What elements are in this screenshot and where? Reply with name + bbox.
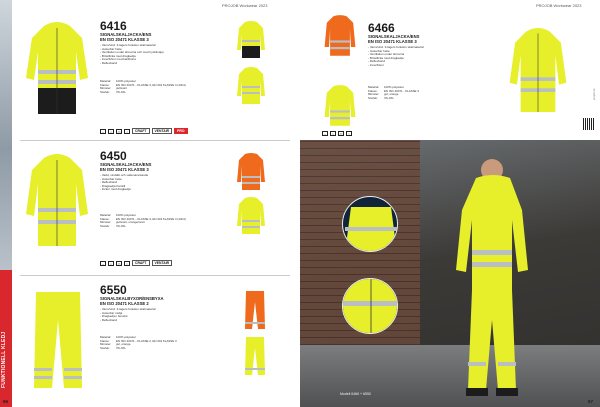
- page-number-right: 67: [588, 399, 594, 404]
- product-thumb-6550-orange: [244, 290, 266, 335]
- product-image-6550: [30, 290, 86, 395]
- bullet: - Vann/vind. 3-lagers funktion skalmaterial: [368, 45, 424, 49]
- bullet: - Vadd, vindtätt och vattenavvisande: [100, 173, 149, 177]
- product-title-6450: SIGNALSKALJACKA/ENS EN ISO 20471 KLASSE 3: [100, 162, 152, 172]
- spec-key: Klasse:: [100, 82, 110, 87]
- spec-value: EN ISO 20471 - KLASSE 2, EN 343 KLASSE 3: [116, 338, 177, 343]
- dry-icon: ○: [346, 131, 352, 136]
- spec-value: gul/svart: [116, 86, 127, 90]
- bullet: - Ventilation under ärmarna: [368, 52, 405, 57]
- bullet: - Justerbar hette: [368, 48, 390, 53]
- logo-craft: CRAFT: [132, 128, 150, 134]
- spec-value: XS-4XL: [384, 95, 394, 100]
- iron-icon: ▭: [339, 132, 343, 136]
- iron-icon: ▭: [117, 261, 121, 266]
- model-figure: [450, 150, 540, 400]
- iron-icon: ▭: [117, 129, 121, 134]
- spec-key: Material:: [100, 213, 112, 217]
- spec-key: Mönster:: [100, 220, 112, 224]
- care-icons-6416: [100, 128, 188, 134]
- product-title-6466: SIGNALSKALJACKA/ENS EN ISO 20471 KLASSE 3: [368, 34, 420, 44]
- bullet: - Fickor med dragkedja: [100, 187, 131, 192]
- bleach-icon: △: [109, 261, 113, 266]
- logo-craft: CRAFT: [132, 260, 150, 266]
- product-specs-6450: [100, 214, 212, 228]
- wash-icon: ~: [100, 261, 106, 266]
- side-vertical-text: projob.se: [592, 88, 596, 100]
- side-tab-label: FUNKTIONELL KLEDJ: [1, 331, 7, 388]
- spec-value: gul, orange: [116, 342, 131, 346]
- spec-key: Klasse:: [100, 338, 110, 343]
- spec-value: XS-4XL: [116, 89, 126, 94]
- spec-key: Storlek:: [100, 223, 110, 228]
- product-code-6466: 6466: [368, 21, 395, 35]
- spec-key: Material:: [368, 85, 380, 89]
- side-weather-strip: [0, 0, 12, 270]
- spec-value: 100% polyester: [384, 85, 404, 89]
- product-thumb-6450-yellow: [236, 196, 266, 241]
- bullet: - Bröstficka med dragkedja: [368, 55, 404, 60]
- lifestyle-photo: [300, 140, 600, 407]
- bullet: - Justerbar hette: [100, 46, 122, 51]
- page-header-right: PROJOB Workwear 2023: [536, 3, 582, 8]
- care-icons-6450: [100, 260, 172, 266]
- bullet: - Innerfickor med kardborre: [100, 57, 137, 62]
- spec-value: 100% polyester: [116, 213, 136, 217]
- spec-key: Mönster:: [368, 92, 380, 96]
- spec-key: Storlek:: [368, 95, 378, 100]
- spec-key: Mönster:: [100, 86, 112, 90]
- divider: [20, 275, 290, 276]
- product-thumb-6550-yellow: [244, 336, 266, 381]
- product-thumb-6416-a: [236, 20, 266, 65]
- spec-key: Mönster:: [100, 342, 112, 346]
- page-header: PROJOB Workwear 2023: [222, 3, 268, 8]
- product-thumb-6450-orange: [236, 152, 266, 197]
- bleach-icon: △: [109, 129, 113, 134]
- photo-caption: Modell 6466 + 6550: [340, 392, 371, 396]
- bullet: - Dragkedja framtill: [100, 183, 126, 188]
- bullet: - Reflexband: [100, 317, 118, 322]
- bleach-icon: △: [331, 132, 335, 136]
- product-code-6416: 6416: [100, 19, 127, 33]
- bullet: - Vann/vind. 3-lagers funktion skalmaterial: [100, 307, 156, 311]
- bullet: - Vann/vind. 3-lagers funktion skalmaterial: [100, 43, 156, 47]
- detail-circle-pocket: [342, 278, 398, 334]
- dry-icon: ○: [124, 129, 130, 134]
- product-thumb-6416-b: [236, 66, 266, 111]
- product-bullets-6550: [100, 308, 212, 322]
- spec-key: Storlek:: [100, 345, 110, 350]
- logo-ventair: VENTAIR: [152, 260, 173, 266]
- product-image-6416: [22, 18, 92, 123]
- product-bullets-6466: [368, 46, 480, 68]
- spec-key: Klasse:: [368, 88, 378, 93]
- detail-circle-collar: [342, 196, 398, 252]
- product-specs-6416: [100, 80, 212, 94]
- wash-icon: ~: [322, 131, 328, 136]
- bullet: - Ventilation under ärmarna och med tryckknapp: [100, 50, 164, 55]
- spec-value: gul/svart, orange/svart: [116, 220, 145, 224]
- dry-icon: ○: [124, 261, 130, 266]
- spec-key: Storlek:: [100, 89, 110, 94]
- care-icons-6466: [322, 131, 352, 136]
- product-title-6550: SIGNALSKALBYXOR/ENSBYXA EN ISO 20471 KLASSE 2: [100, 296, 164, 306]
- product-code-6450: 6450: [100, 149, 127, 163]
- bullet: - Reflexband: [100, 60, 118, 65]
- bullet: - Innerfickor: [368, 62, 384, 67]
- spec-key: Klasse:: [100, 216, 110, 221]
- product-image-6450: [22, 150, 92, 255]
- spec-value: 100% polyester: [116, 79, 136, 83]
- logo-pro: PRO: [174, 128, 187, 134]
- spec-value: EN ISO 20471 - KLASSE 3, EN 343 KLASSE 3 (4/4/4): [116, 82, 186, 87]
- bullet: - Reflexband: [368, 59, 386, 64]
- product-thumb-6466-yellow: [322, 84, 358, 133]
- bullet: - Justerbar midja: [100, 310, 123, 315]
- wash-icon: ~: [100, 129, 106, 134]
- spec-value: XS-4XL: [116, 223, 126, 228]
- bullet: - Justerbar hette: [100, 176, 122, 181]
- spec-value: EN ISO 20471 - KLASSE 3: [384, 88, 419, 93]
- product-thumb-6466-orange: [322, 14, 358, 63]
- spec-value: XS-4XL: [116, 345, 126, 350]
- product-title-6416: SIGNALSKALJACKA/ENS EN ISO 20471 KLASSE 3: [100, 32, 152, 42]
- page-number-left: 66: [3, 399, 9, 404]
- product-image-6466: [506, 22, 570, 123]
- bullet: - Bröstficka med dragkedja: [100, 53, 136, 58]
- side-tab: [0, 270, 12, 407]
- spec-key: Material:: [100, 335, 112, 339]
- spec-value: 100% polyester: [116, 335, 136, 339]
- spec-value: EN ISO 20471 - KLASSE 3, EN 343 KLASSE 3 (4/4/4): [116, 216, 186, 221]
- bullet: - Reflexband: [100, 180, 118, 185]
- spec-key: Material:: [100, 79, 112, 83]
- qr-code-icon: [583, 118, 595, 130]
- product-bullets-6416: [100, 44, 212, 66]
- bullet: - Dragkedja i benslut: [100, 314, 128, 319]
- product-code-6550: 6550: [100, 283, 127, 297]
- product-specs-6550: [100, 336, 212, 350]
- product-specs-6466: [368, 86, 480, 100]
- spec-value: gul, orange: [384, 92, 399, 96]
- product-bullets-6450: [100, 174, 212, 192]
- logo-ventair: VENTAIR: [152, 128, 173, 134]
- divider: [20, 140, 290, 141]
